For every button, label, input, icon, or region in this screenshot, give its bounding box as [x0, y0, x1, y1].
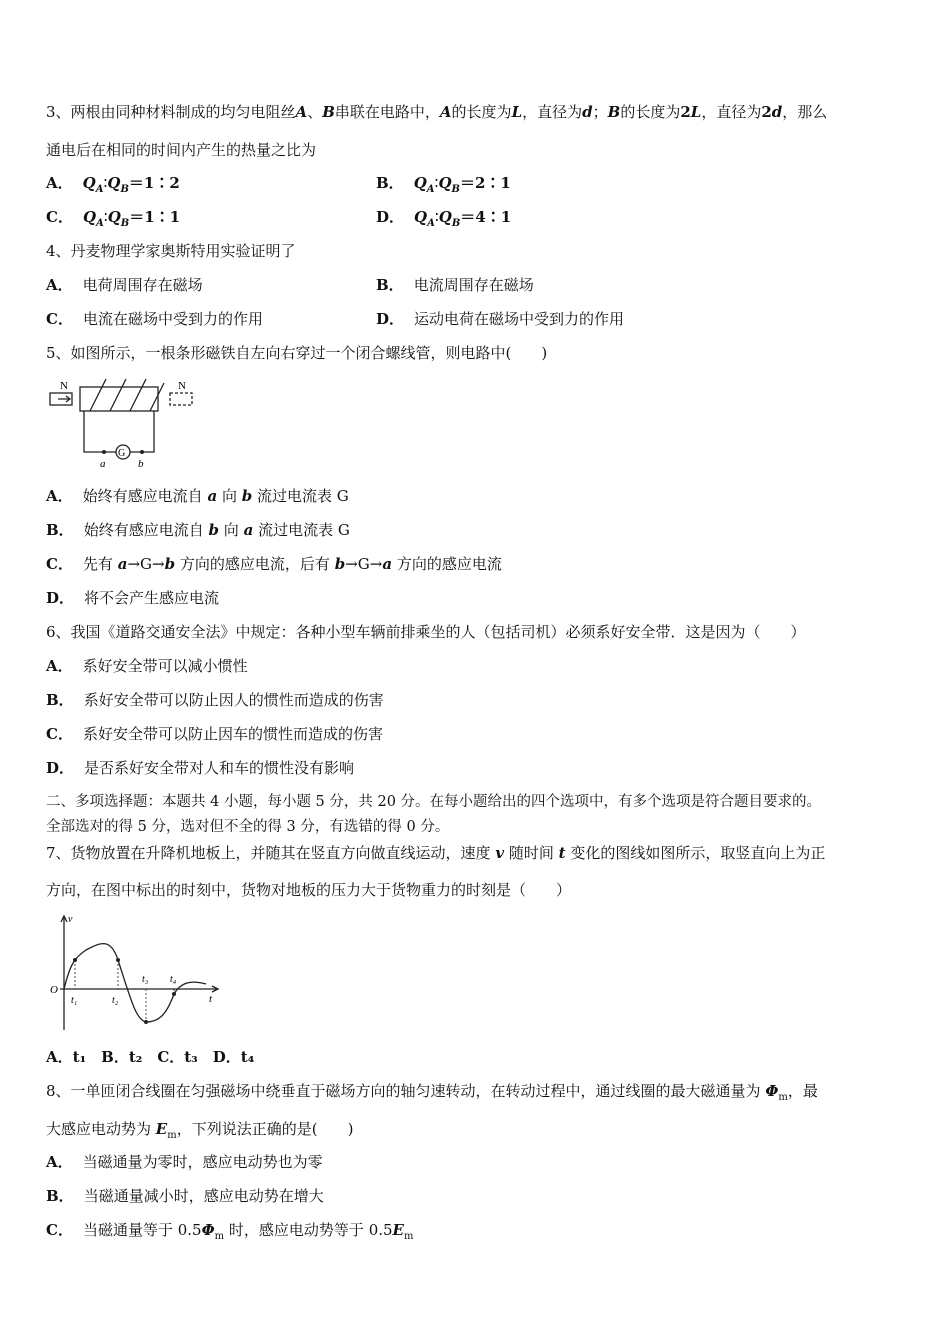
q7-stem-line2: 方向，在图中标出的时刻中，货物对地板的压力大于货物重力的时刻是（ ） — [46, 881, 572, 899]
fig-label-n-right: N — [178, 380, 186, 392]
q8-option-c[interactable]: C． 当磁通量等于 $0.5\Phi_m$ 时，感应电动势等于 $0.5E_m$ — [46, 1221, 414, 1242]
q6-option-a[interactable]: A． 系好安全带可以减小惯性 — [46, 657, 248, 675]
fig-label-g: G — [118, 448, 126, 459]
q8-stem: 8、一单匝闭合线圈在匀强磁场中绕垂直于磁场方向的轴匀速转动，在转动过程中，通过线圈的最大磁通量为 $\Phi_m$，最 — [46, 1082, 818, 1103]
q5-stem: 5、如图所示，一根条形磁铁自左向右穿过一个闭合螺线管，则电路中( ) — [46, 344, 548, 362]
q3-stem-g: ，那么 — [782, 103, 828, 121]
fig-label-t2: t₂ — [112, 995, 119, 1006]
fig-label-b: b — [138, 458, 144, 470]
q3-option-d[interactable]: D． $Q_A∶Q_B=4∶1$ — [376, 208, 512, 229]
q3-stem-f: ，直径为 — [701, 103, 762, 121]
fig-label-v: v — [68, 914, 73, 925]
q5-option-b[interactable]: B． 始终有感应电流自 b 向 a 流过电流表 G — [46, 521, 350, 539]
fig-label-t: t — [209, 993, 213, 1005]
q7-stem: 7、货物放置在升降机地板上，并随其在竖直方向做直线运动，速度 v 随时间 t 变化的图线如图所示，取竖直向上为正 — [46, 844, 826, 862]
fig-label-n-left: N — [60, 380, 68, 392]
q3-stem-b: 串联在电路中， — [334, 103, 440, 121]
q3-stem-e: 的长度为 — [620, 103, 681, 121]
q4-option-b[interactable]: B． 电流周围存在磁场 — [376, 276, 534, 294]
q6-option-b[interactable]: B． 系好安全带可以防止因人的惯性而造成的伤害 — [46, 691, 384, 709]
q4-option-c[interactable]: C． 电流在磁场中受到力的作用 — [46, 310, 263, 328]
q3-option-a[interactable]: A． $Q_A∶Q_B=1∶2$ — [46, 174, 180, 195]
solenoid-figure — [46, 375, 206, 470]
fig-label-t3: t₃ — [142, 974, 149, 985]
q5-option-c[interactable]: C． 先有 a→G→b 方向的感应电流，后有 b→G→a 方向的感应电流 — [46, 555, 502, 573]
fig-label-t1: t₁ — [71, 995, 78, 1006]
section2-heading-line2: 全部选对的得 5 分，选对但不全的得 3 分，有选错的得 0 分。 — [46, 819, 450, 835]
q3-option-b[interactable]: B． $Q_A∶Q_B=2∶1$ — [376, 174, 511, 195]
q4-stem: 4、丹麦物理学家奥斯特用实验证明了 — [46, 242, 296, 260]
q7-options[interactable]: A．t₁ B．t₂ C．t₃ D．t₄ — [46, 1048, 255, 1066]
q3-stem: 3、两根由同种材料制成的均匀电阻丝A、B串联在电路中，A的长度为L，直径为d；B的长度为2L，直径为2d，那么 — [46, 103, 828, 121]
fig-label-a: a — [100, 458, 106, 470]
section2-heading: 二、多项选择题：本题共 4 小题，每小题 5 分，共 20 分。在每小题给出的四个选项中，有多个选项是符合题目要求的。 — [46, 794, 822, 810]
q8-stem-line2: 大感应电动势为 $E_m$，下列说法正确的是( ) — [46, 1120, 354, 1141]
q4-option-a[interactable]: A． 电荷周围存在磁场 — [46, 276, 203, 294]
fig-label-t4: t₄ — [170, 974, 177, 985]
q3-stem-d: ，直径为 — [522, 103, 583, 121]
q8-option-b[interactable]: B． 当磁通量减小时，感应电动势在增大 — [46, 1187, 324, 1205]
q5-option-a[interactable]: A． 始终有感应电流自 a 向 b 流过电流表 G — [46, 487, 349, 505]
q3-stem-c: 的长度为 — [451, 103, 512, 121]
q8-option-a[interactable]: A． 当磁通量为零时，感应电动势也为零 — [46, 1153, 323, 1171]
q3-stem-a: 3、两根由同种材料制成的均匀电阻丝 — [46, 103, 296, 121]
velocity-time-graph — [46, 910, 226, 1035]
q6-option-d[interactable]: D． 是否系好安全带对人和车的惯性没有影响 — [46, 759, 355, 777]
q5-option-d[interactable]: D． 将不会产生感应电流 — [46, 589, 220, 607]
q3-stem-line2: 通电后在相同的时间内产生的热量之比为 — [46, 141, 317, 159]
q3-option-c[interactable]: C． $Q_A∶Q_B=1∶1$ — [46, 208, 181, 229]
fig-label-o: O — [50, 984, 58, 996]
q6-stem: 6、我国《道路交通安全法》中规定：各种小型车辆前排乘坐的人（包括司机）必须系好安全带．这是因为（ ） — [46, 623, 806, 641]
q6-option-c[interactable]: C． 系好安全带可以防止因车的惯性而造成的伤害 — [46, 725, 383, 743]
q4-option-d[interactable]: D． 运动电荷在磁场中受到力的作用 — [376, 310, 625, 328]
